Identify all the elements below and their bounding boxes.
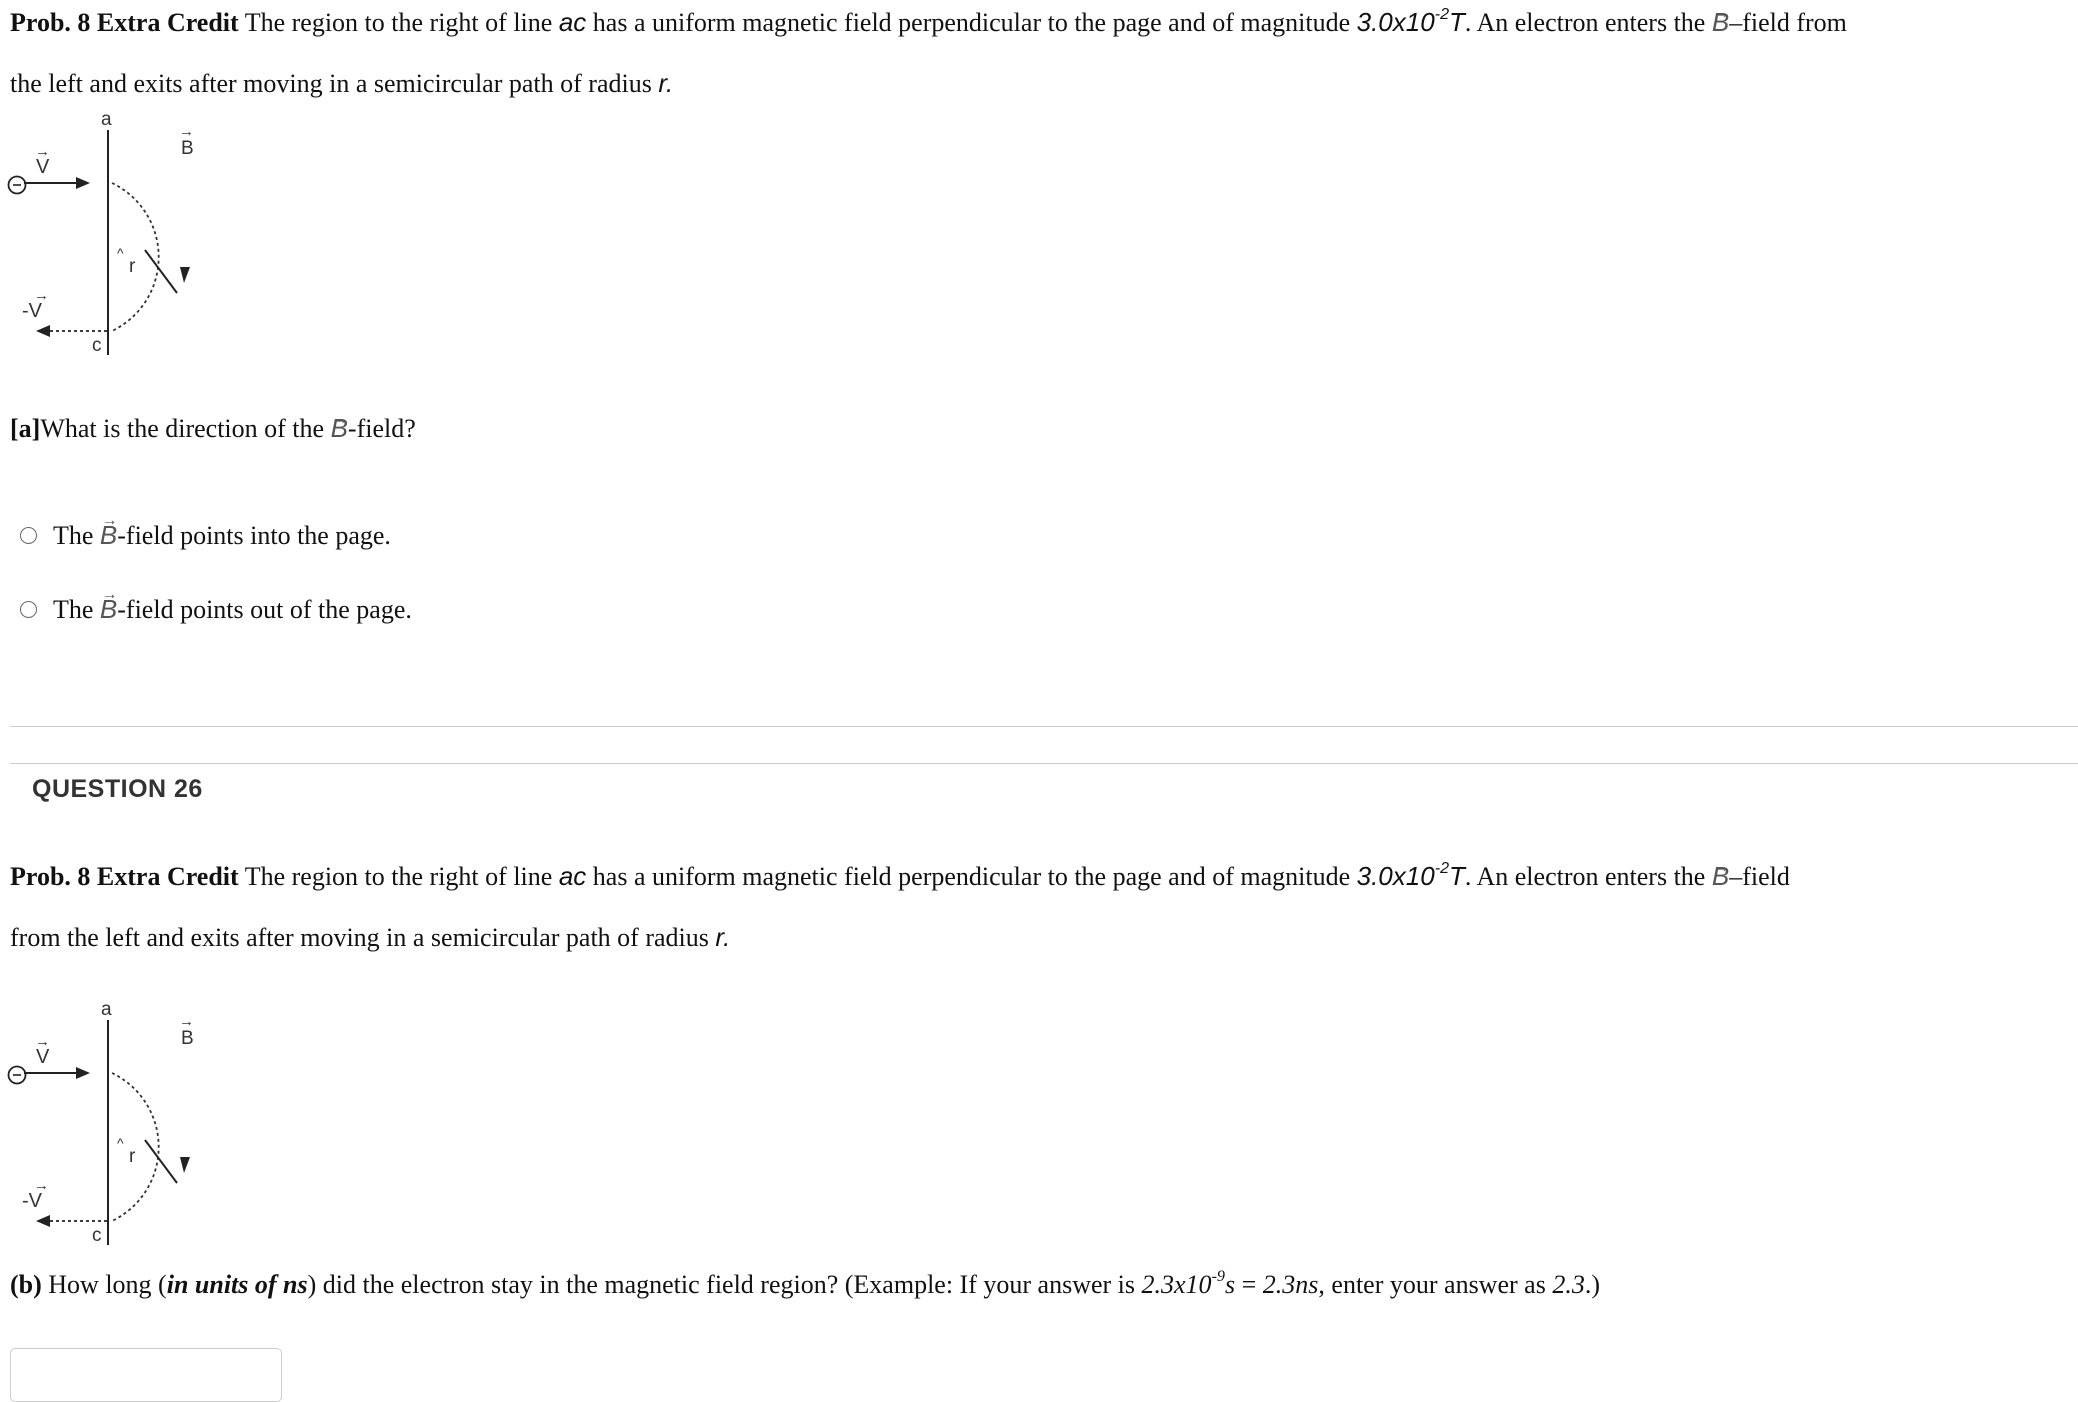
label-a: a	[101, 109, 112, 130]
neg-v-arrow-accent: →	[34, 1177, 49, 1194]
example-ns: 2.3ns	[1262, 1270, 1319, 1299]
label-c: c	[92, 1225, 102, 1245]
problem-text: . An electron enters the	[1464, 8, 1712, 37]
label-neg-v: -V	[22, 300, 42, 322]
problem-text: has a uniform magnetic field perpendicular to the page and of magnitude	[586, 8, 1357, 37]
label-v: V	[36, 156, 50, 178]
label-b: B	[181, 138, 194, 159]
v-arrow-accent: →	[35, 143, 50, 160]
units-note: in units of ns	[166, 1270, 308, 1299]
problem-statement-1: Prob. 8 Extra Credit The region to the right of line ac has a uniform magnetic field perpendicular to the page and of magnitude $3.0x10^{-2}T$. An electron enters the → B–field from the left and exits after moving in a semicircular path of radius r.	[10, 0, 1847, 114]
problem-statement-2: Prob. 8 Extra Credit The region to the right of line ac has a uniform magnetic field perpendicular to the page and of magnitude $3.0x10^{-2}T$. An electron enters the → B–field from the left and exits after moving in a semicircular path of radius r.	[10, 846, 1790, 968]
line-name: ac	[558, 7, 587, 37]
answer-input[interactable]	[10, 1348, 282, 1402]
b-arrow-accent: →	[179, 123, 194, 140]
label-v: V	[36, 1046, 50, 1068]
option-out-of-page[interactable]	[20, 594, 412, 625]
label-c: c	[92, 335, 102, 355]
field-magnitude: $3.0x10^{-2}T$	[1356, 858, 1465, 891]
semicircle-diagram	[4, 995, 204, 1245]
problem-prefix: Prob. 8 Extra Credit	[10, 8, 239, 37]
semicircle-diagram	[4, 105, 204, 355]
b-arrow-accent: →	[179, 1013, 194, 1030]
option-into-page[interactable]	[20, 520, 391, 551]
b-vector-symbol: → B	[331, 398, 348, 458]
example-answer: 2.3	[1552, 1270, 1585, 1299]
label-b: B	[181, 1028, 194, 1049]
example-value: $2.3x10^{-9}s$	[1141, 1267, 1236, 1299]
part-a-question: [a]What is the direction of the → B-field?	[10, 398, 416, 459]
label-neg-v: -V	[22, 1190, 42, 1212]
question-number: QUESTION 26	[32, 775, 203, 803]
b-vector-symbol: → B	[1712, 0, 1729, 52]
r-tick: ^	[117, 1135, 124, 1151]
radius-symbol: r	[658, 68, 667, 98]
v-arrow-accent: →	[35, 1033, 50, 1050]
problem-text: –field from	[1729, 8, 1847, 37]
label-r: r	[129, 1146, 136, 1167]
field-magnitude: $3.0x10^{-2}T$	[1356, 4, 1465, 37]
problem-text: the left and exits after moving in a semicircular path of radius	[10, 69, 659, 98]
problem-text: The region to the right of line	[238, 8, 559, 37]
b-vector-symbol: → B	[1712, 846, 1729, 906]
divider	[10, 763, 2078, 764]
label-r: r	[129, 256, 136, 277]
option-label: The → B-field points into the page.	[53, 520, 391, 551]
neg-v-arrow-accent: →	[34, 287, 49, 304]
radio-button[interactable]	[20, 527, 37, 544]
divider	[10, 726, 2078, 727]
option-label: The → B-field points out of the page.	[53, 594, 412, 625]
part-b-question: (b) How long (in units of ns) did the electron stay in the magnetic field region? (Example: If your answer is $2.3x10^{-9}s = 2.3ns$, enter your answer as 2.3.)	[10, 1267, 1600, 1299]
label-a: a	[101, 999, 112, 1020]
radio-button[interactable]	[20, 601, 37, 618]
r-tick: ^	[117, 245, 124, 261]
